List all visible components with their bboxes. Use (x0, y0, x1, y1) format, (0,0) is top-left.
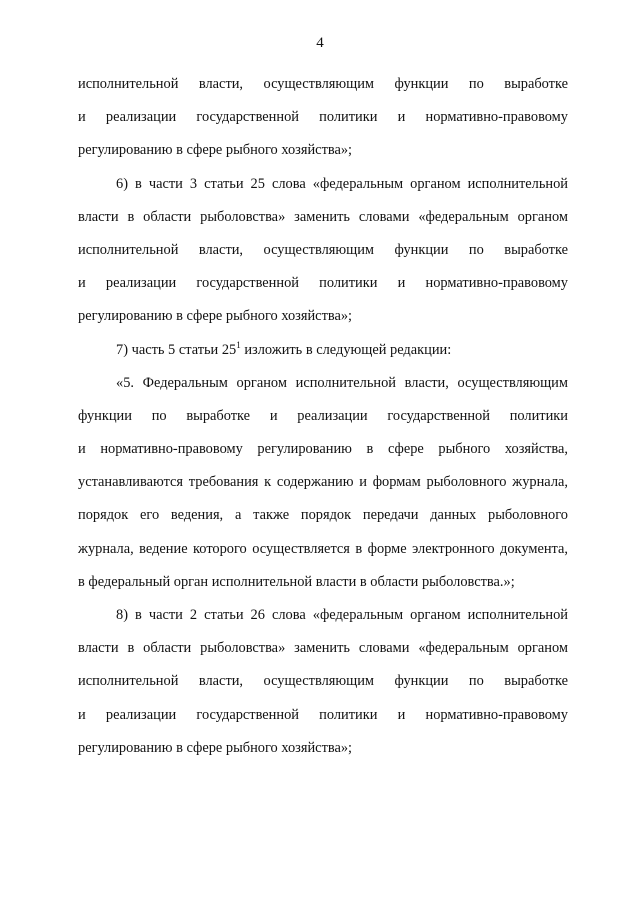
text-line: регулированию в сфере рыбного хозяйства»; (78, 142, 353, 159)
text-line: журнала, ведение которого осуществляется в форме электронного документа, (78, 540, 568, 557)
page-number: 4 (316, 35, 324, 51)
text-line (78, 334, 568, 367)
text-line: регулированию в сфере рыбного хозяйства»; (78, 308, 353, 325)
paragraph-item-6 (78, 168, 568, 334)
text-line: исполнительной власти, осуществляющим функции по выработке (78, 241, 568, 258)
text-line-start: 7) часть 5 статьи 25 (116, 341, 237, 358)
text-line: 6) в части 3 статьи 25 слова «федеральным органом исполнительной (116, 175, 568, 192)
text-line: исполнительной власти, осуществляющим функции по выработке (78, 673, 568, 690)
text-line: регулированию в сфере рыбного хозяйства»; (78, 739, 353, 756)
paragraph-item-8 (78, 599, 568, 765)
paragraph-continuation (78, 68, 568, 168)
text-line: исполнительной власти, осуществляющим функции по выработке (78, 76, 568, 92)
document-body (78, 68, 568, 765)
text-line: в федеральный орган исполнительной власти в области рыболовства.»; (78, 573, 515, 590)
text-line: и нормативно-правовому регулированию в сфере рыбного хозяйства, (78, 441, 568, 458)
text-line: порядок его ведения, а также порядок передачи данных рыболовного (78, 507, 568, 524)
text-line: и реализации государственной политики и нормативно-правовому (78, 109, 568, 126)
paragraph-item-7 (78, 334, 568, 367)
text-line: и реализации государственной политики и нормативно-правовому (78, 706, 568, 723)
text-line: 8) в части 2 статьи 26 слова «федеральным органом исполнительной (116, 607, 568, 623)
text-line: функции по выработке и реализации государственной политики (78, 407, 568, 424)
text-line: власти в области рыболовства» заменить словами «федеральным органом (78, 640, 568, 657)
text-line: «5. Федеральным органом исполнительной власти, осуществляющим (116, 374, 568, 391)
superscript-index: 1 (236, 339, 241, 350)
paragraph-quoted-part-5 (78, 367, 568, 599)
text-line: власти в области рыболовства» заменить словами «федеральным органом (78, 208, 568, 225)
text-line-end: изложить в следующей редакции: (240, 341, 452, 358)
text-line: и реализации государственной политики и нормативно-правовому (78, 275, 568, 292)
text-line: устанавливаются требования к содержанию и формам рыболовного журнала, (78, 474, 568, 491)
